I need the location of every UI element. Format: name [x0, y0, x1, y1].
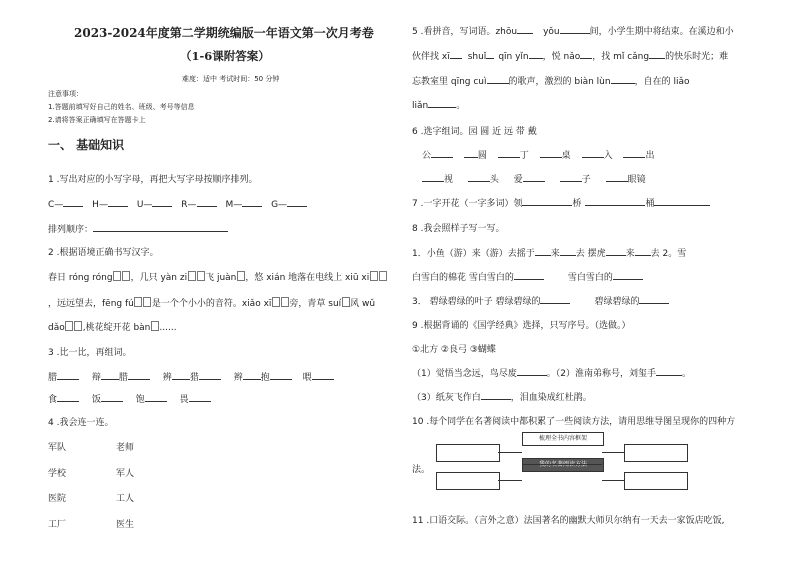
connector-line — [522, 464, 602, 465]
compare-char: 饱 — [135, 395, 145, 405]
compare-char: 腊 — [48, 373, 58, 383]
answer-blank[interactable] — [517, 367, 547, 376]
exam-title: 2023-2024年度第二学期统编版一年语文第一次月考卷 — [74, 26, 374, 40]
answer-blank[interactable] — [514, 271, 544, 280]
question-prompt: 10 .每个同学在名著阅读中都积累了一些阅读方法，请用思维导图呈现你的四种方 — [412, 417, 736, 427]
notice-title: 注意事项： — [48, 90, 83, 98]
char-box[interactable] — [197, 271, 205, 281]
pinyin-text: dǎo — [48, 323, 65, 333]
connector-line — [602, 480, 624, 481]
question-prompt: 7 .一字开花（一字多词）领 — [412, 199, 523, 209]
text-line: （1）觉悟当念远，鸟尽废 。（2）淮南弟称号，刘玺手 。 — [412, 369, 691, 379]
pinyin-text: ，悠 xián 地落在电线上 xiū xi — [245, 273, 370, 283]
pinyin-text: ...... — [159, 323, 177, 333]
text-line — [412, 294, 669, 307]
text-line — [48, 270, 387, 283]
answer-blank[interactable] — [560, 25, 590, 34]
answer-blank[interactable] — [422, 173, 444, 182]
answer-blank[interactable] — [145, 393, 167, 402]
word-char: 子 — [581, 175, 591, 185]
text-line — [48, 320, 177, 333]
question-prompt: 8 .我会照样子写一写。 — [412, 224, 505, 234]
match-right-item[interactable]: 军人 — [116, 469, 135, 479]
pinyin-text: qīn yǐn — [498, 52, 529, 62]
letter-item: U— — [136, 200, 153, 210]
pinyin-text: 的快乐时光；难 — [665, 52, 729, 62]
word-char: 桌 — [561, 151, 571, 161]
pinyin-text: 伙伴找 xī — [412, 52, 450, 62]
word-char: 入 — [603, 151, 613, 161]
mind-map-center-node — [522, 458, 604, 472]
answer-blank[interactable] — [450, 50, 462, 59]
compare-char: 抱 — [260, 373, 270, 383]
word-char: 圆 — [477, 151, 487, 161]
pinyin-text: 春日 róng róng — [48, 273, 113, 283]
answer-blank[interactable] — [481, 391, 511, 400]
char-box[interactable] — [151, 321, 159, 331]
order-label: 排列顺序： — [48, 225, 94, 235]
answer-blank[interactable] — [312, 371, 334, 380]
pinyin-text: 旁，青草 suí — [289, 299, 342, 309]
answer-blank[interactable] — [93, 223, 228, 232]
letter-row — [48, 198, 307, 210]
answer-blank[interactable] — [108, 198, 128, 207]
answer-blank[interactable] — [468, 173, 490, 182]
example-text: 来 — [625, 249, 635, 259]
answer-blank[interactable] — [287, 198, 307, 207]
pinyin-text: 飞 juàn — [205, 273, 237, 283]
answer-blank[interactable] — [199, 371, 221, 380]
pinyin-text: 5 .看拼音，写词语。zhōu — [412, 27, 518, 37]
answer-blank[interactable] — [487, 75, 509, 84]
text-line — [412, 74, 689, 87]
text-line — [412, 390, 592, 403]
char-box[interactable] — [134, 297, 142, 307]
connector-line — [602, 452, 624, 453]
pinyin-text: ，几只 yàn zi — [130, 273, 188, 283]
word-char: 头 — [489, 175, 499, 185]
example-text: 3． 碧绿碧绿的叶子 碧绿碧绿的 — [412, 297, 541, 307]
answer-blank[interactable] — [486, 50, 494, 59]
compare-row — [48, 370, 334, 383]
answer-blank[interactable] — [635, 247, 651, 256]
answer-blank[interactable] — [63, 198, 83, 207]
char-box[interactable] — [188, 271, 196, 281]
notice-item: 1.答题前填写好自己的姓名、班级、考号等信息 — [48, 103, 195, 111]
question-prompt: 2 .根据语境正确书写汉字。 — [48, 248, 159, 258]
question-prompt: 11 .口语交际。（言外之意）法国著名的幽默大师贝尔纳有一天去一家饭店吃饭, — [412, 516, 725, 526]
char-box[interactable] — [65, 321, 73, 331]
word-char: 爱 — [513, 175, 523, 185]
pinyin-text: 忘教室里 qīng cuì — [412, 77, 487, 87]
sentence-text: ，泪血染成红杜鹃。 — [510, 393, 592, 403]
text-line — [48, 296, 375, 309]
mind-map — [432, 432, 742, 494]
sentence-text: 。（2）淮南弟称号，刘玺手 — [546, 369, 656, 379]
compare-char: 辫 — [233, 373, 243, 383]
answer-blank[interactable] — [197, 198, 217, 207]
word-char: 出 — [645, 151, 655, 161]
char-box[interactable] — [342, 297, 350, 307]
example-text: 1．小鱼（游）来（游）去摇于 — [412, 249, 535, 259]
answer-blank[interactable] — [585, 197, 645, 206]
match-left-item[interactable]: 工厂 — [48, 520, 67, 530]
pinyin-text: 的歌声，激烈的 biàn lùn — [508, 77, 611, 87]
question-continuation: 法。 — [412, 465, 431, 475]
answer-blank[interactable] — [639, 295, 669, 304]
pinyin-text: ，远远望去，fēng fú — [48, 299, 134, 309]
sentence-text: （3）纸灰飞作白 — [412, 393, 481, 403]
answer-blank[interactable] — [101, 393, 123, 402]
pinyin-text: 风 wǔ — [350, 299, 376, 309]
notice-item: 2.请将答案正确填写在答题卡上 — [48, 116, 146, 124]
compare-char: 喂 — [302, 373, 312, 383]
mind-map-node[interactable] — [624, 444, 688, 462]
answer-blank[interactable] — [172, 371, 190, 380]
question-prompt: 3 .比一比，再组词。 — [48, 348, 132, 358]
text-line — [412, 49, 728, 62]
answer-blank[interactable] — [656, 367, 682, 376]
answer-blank[interactable] — [580, 50, 592, 59]
exam-subtitle: （1-6课附答案） — [180, 49, 270, 63]
answer-blank[interactable] — [623, 149, 645, 158]
answer-blank[interactable] — [498, 149, 520, 158]
answer-blank[interactable] — [243, 371, 261, 380]
letter-item: G— — [271, 200, 288, 210]
answer-blank[interactable] — [654, 197, 710, 206]
text-line: liǎn 。 — [412, 101, 466, 111]
compare-char: 食 — [48, 395, 58, 405]
text-line — [412, 270, 643, 283]
word-row — [422, 148, 654, 161]
word-char: 桶 — [645, 199, 655, 209]
char-box[interactable] — [237, 271, 245, 281]
text-line — [412, 246, 686, 259]
answer-blank[interactable] — [57, 371, 79, 380]
answer-blank[interactable] — [242, 198, 262, 207]
connector-line — [498, 480, 522, 481]
answer-blank[interactable] — [152, 198, 172, 207]
answer-blank[interactable] — [649, 50, 665, 59]
answer-blank[interactable] — [428, 99, 456, 108]
word-row — [422, 172, 646, 185]
connector-line — [498, 452, 522, 453]
example-text: 去 摆虎 — [575, 249, 606, 259]
pinyin-text: liǎn — [412, 101, 429, 111]
column-divider — [399, 0, 400, 562]
pinyin-text: ，自在的 liǎo — [634, 77, 690, 87]
word-char: 视 — [444, 175, 454, 185]
section-title: 一、 基础知识 — [48, 138, 125, 152]
letter-item: R— — [181, 200, 197, 210]
options-row: ①北方 ②良弓 ③蝴蝶 — [412, 345, 496, 355]
answer-blank[interactable] — [606, 173, 628, 182]
match-right-item[interactable]: 老师 — [116, 443, 135, 453]
answer-blank[interactable] — [431, 149, 453, 158]
word-char: 眼镜 — [627, 175, 646, 185]
char-box[interactable] — [143, 297, 151, 307]
char-box[interactable] — [122, 271, 130, 281]
mind-map-node-top: 梳理全书内容框架 — [522, 432, 604, 446]
letter-item: M— — [225, 200, 243, 210]
pinyin-text: ，找 mǐ cǎng — [592, 52, 650, 62]
example-text: 碧绿碧绿的 — [594, 297, 640, 307]
example-text: 来 — [550, 249, 560, 259]
answer-blank[interactable] — [535, 247, 551, 256]
answer-blank[interactable] — [464, 149, 478, 158]
pinyin-text: ，悦 nǎo — [542, 52, 581, 62]
answer-blank[interactable] — [270, 371, 292, 380]
example-text: 去 2。雪 — [650, 249, 687, 259]
answer-blank[interactable] — [611, 75, 635, 84]
mind-map-node[interactable] — [436, 472, 500, 490]
question-prompt: 9 .根据背诵的《国学经典》选择，只写序号。（选做。） — [412, 321, 631, 331]
answer-blank[interactable] — [529, 50, 543, 59]
answer-blank[interactable] — [582, 149, 604, 158]
answer-blank[interactable] — [560, 173, 582, 182]
compare-char: 辩 — [91, 373, 101, 383]
match-left-item[interactable]: 军队 — [48, 443, 67, 453]
answer-blank[interactable] — [540, 149, 562, 158]
answer-blank[interactable] — [57, 393, 79, 402]
answer-blank[interactable] — [522, 197, 572, 206]
letter-item: H— — [92, 200, 108, 210]
char-box[interactable] — [113, 271, 121, 281]
char-box[interactable] — [281, 297, 289, 307]
example-text: 雪白雪白的 — [567, 273, 613, 283]
sentence-text: （1）觉悟当念远，鸟尽废 — [412, 369, 517, 379]
char-box[interactable] — [370, 271, 378, 281]
text-line — [412, 24, 734, 37]
pinyin-text: shuǐ — [467, 52, 487, 62]
order-row — [48, 222, 228, 235]
char-box[interactable] — [272, 297, 280, 307]
pinyin-text: 是一个个小小的音符。xiǎo xī — [151, 299, 272, 309]
pinyin-text: yǒu — [543, 27, 560, 37]
pinyin-text: 间，小学生期中将结束。在溪边和小 — [589, 27, 734, 37]
match-left-item[interactable]: 学校 — [48, 469, 67, 479]
mind-map-node[interactable] — [624, 472, 688, 490]
answer-blank[interactable] — [606, 247, 626, 256]
compare-char: 畏 — [179, 395, 189, 405]
word-char: 公 — [422, 151, 432, 161]
text-line — [412, 196, 710, 209]
word-char: 桥 — [572, 199, 582, 209]
compare-char: 猎 — [189, 373, 199, 383]
answer-blank[interactable] — [128, 371, 150, 380]
exam-meta: 难度：适中 考试时间：50 分钟 — [182, 75, 280, 83]
question-prompt: 4 .我会连一连。 — [48, 418, 114, 428]
mind-map-node[interactable] — [436, 444, 500, 462]
char-box[interactable] — [74, 321, 82, 331]
answer-blank[interactable] — [613, 271, 643, 280]
match-right-item[interactable]: 工人 — [116, 494, 135, 504]
answer-blank[interactable] — [560, 247, 576, 256]
question-prompt: 1 .写出对应的小写字母，再把大写字母按顺序排列。 — [48, 175, 258, 185]
answer-blank[interactable] — [101, 371, 119, 380]
answer-blank[interactable] — [523, 173, 545, 182]
compare-char: 辨 — [162, 373, 172, 383]
compare-char: 饭 — [91, 395, 101, 405]
char-box[interactable] — [379, 271, 387, 281]
example-text: 白雪白的棉花 雪白雪白的 — [412, 273, 514, 283]
word-char: 丁 — [519, 151, 529, 161]
match-left-item[interactable]: 医院 — [48, 494, 67, 504]
question-prompt: 6 .选字组词。园 圆 近 远 带 戴 — [412, 127, 537, 137]
compare-row — [48, 392, 211, 405]
letter-item: C— — [48, 200, 64, 210]
answer-blank[interactable] — [517, 25, 533, 34]
match-right-item[interactable]: 医生 — [116, 520, 135, 530]
pinyin-text: ,桃花绽开花 bàn — [82, 323, 151, 333]
answer-blank[interactable] — [540, 295, 570, 304]
answer-blank[interactable] — [189, 393, 211, 402]
compare-char: 腊 — [118, 373, 128, 383]
